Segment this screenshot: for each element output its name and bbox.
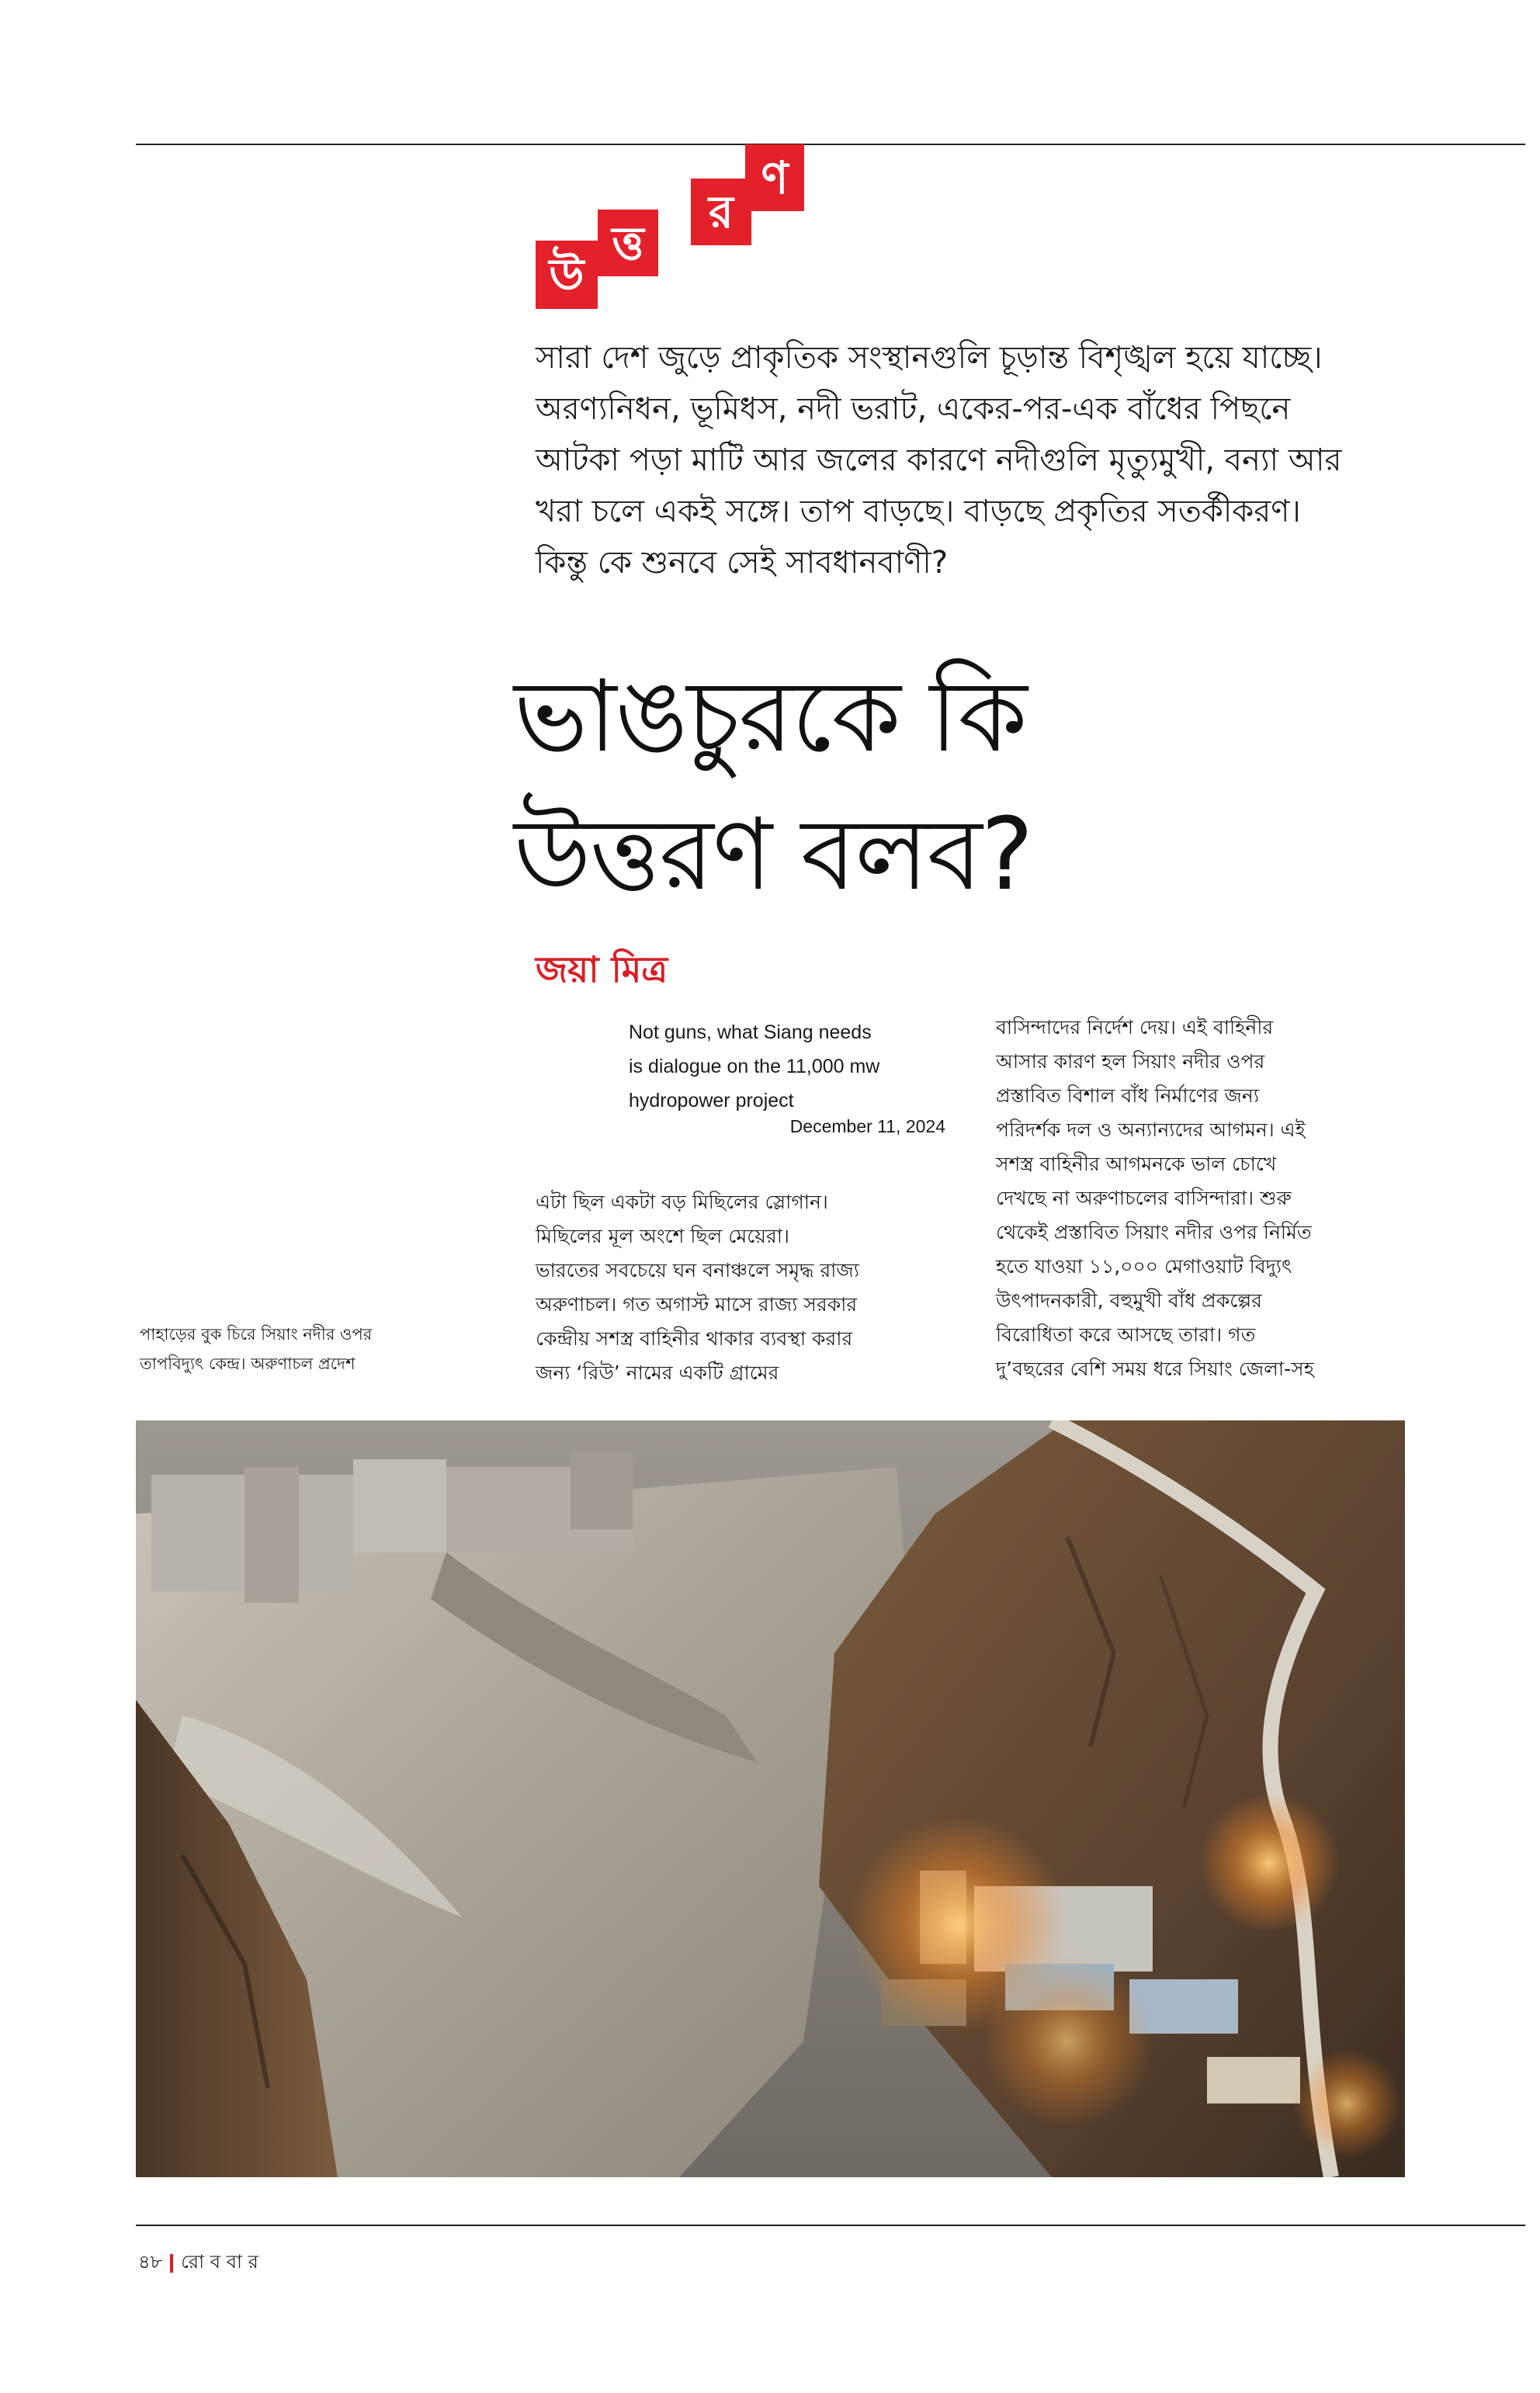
headline-line-1: ভাঙচুরকে কি xyxy=(514,659,1026,775)
standfirst-line: আটকা পড়া মাটি আর জলের কারণে নদীগুলি মৃত্যুমুখী, বন্যা আর xyxy=(536,442,1342,478)
kicker-letter-4: ণ xyxy=(745,144,804,211)
body-column-left xyxy=(536,1185,955,1390)
body-line: থেকেই প্রস্তাবিত সিয়াং নদীর ওপর নির্মিত xyxy=(996,1221,1312,1243)
kicker-letter-1: উ xyxy=(536,241,598,309)
body-line: জন্য ‘রিউ’ নামের একটি গ্রামের xyxy=(536,1361,779,1384)
caption-line: তাপবিদ্যুৎ কেন্দ্র। অরুণাচল প্রদেশ xyxy=(140,1354,356,1373)
body-line: দু’বছরের বেশি সময় ধরে সিয়াং জেলা-সহ xyxy=(996,1358,1314,1380)
body-line: এটা ছিল একটা বড় মিছিলের স্লোগান। xyxy=(536,1191,828,1213)
standfirst-line: খরা চলে একই সঙ্গে। তাপ বাড়ছে। বাড়ছে প্রকৃতির সতর্কীকরণ। xyxy=(536,494,1301,529)
byline: জয়া মিত্র xyxy=(536,949,668,990)
quote-line: hydropower project xyxy=(629,1090,794,1112)
standfirst-line: কিন্তু কে শুনবে সেই সাবধানবাণী? xyxy=(536,545,949,581)
body-line: আসার কারণ হল সিয়াং নদীর ওপর xyxy=(996,1050,1265,1073)
body-line: হতে যাওয়া ১১,০০০ মেগাওয়াট বিদ্যুৎ xyxy=(996,1255,1292,1278)
standfirst-line: সারা দেশ জুড়ে প্রাকৃতিক সংস্থানগুলি চূড়ান্ত বিশৃঙ্খল হয়ে যাচ্ছে। xyxy=(536,340,1323,376)
top-rule xyxy=(136,144,1525,145)
body-line: বিরোধিতা করে আসছে তারা। গত xyxy=(996,1323,1256,1346)
quote-line: Not guns, what Siang needs xyxy=(629,1021,872,1043)
body-line: মিছিলের মূল অংশে ছিল মেয়েরা। xyxy=(536,1225,789,1247)
body-line: প্রস্তাবিত বিশাল বাঁধ নির্মাণের জন্য xyxy=(996,1084,1260,1107)
bottom-rule xyxy=(136,2225,1525,2226)
folio-separator xyxy=(170,2254,173,2273)
standfirst-line: অরণ্যনিধন, ভূমিধস, নদী ভরাট, একের-পর-এক বাঁধের পিছনে xyxy=(536,391,1291,427)
standfirst xyxy=(536,332,1370,588)
page-number: ৪৮ xyxy=(138,2251,163,2273)
kicker-letter-3: র xyxy=(691,179,751,245)
body-line: পরিদর্শক দল ও অন্যান্যদের আগমন। এই xyxy=(996,1118,1306,1141)
hydropower-site-photo xyxy=(136,1420,1405,2177)
quote-date: December 11, 2024 xyxy=(789,1116,945,1136)
pull-quote xyxy=(629,1015,945,1118)
photo-caption xyxy=(140,1320,466,1379)
headline xyxy=(514,648,1212,924)
caption-line: পাহাড়ের বুক চিরে সিয়াং নদীর ওপর xyxy=(140,1325,373,1344)
body-line: ভারতের সবচেয়ে ঘন বনাঞ্চলে সমৃদ্ধ রাজ্য xyxy=(536,1259,859,1281)
quote-line: is dialogue on the 11,000 mw xyxy=(629,1056,880,1077)
headline-line-2: উত্তরণ বলব? xyxy=(514,797,1032,913)
kicker-letter-2: ত্ত xyxy=(598,210,658,276)
body-line: কেন্দ্রীয় সশস্ত্র বাহিনীর থাকার ব্যবস্থা করার xyxy=(536,1327,853,1350)
body-line: বাসিন্দাদের নির্দেশ দেয়। এই বাহিনীর xyxy=(996,1016,1274,1039)
body-line: দেখছে না অরুণাচলের বাসিন্দারা। শুরু xyxy=(996,1187,1292,1209)
folio xyxy=(138,2248,258,2279)
body-line: সশস্ত্র বাহিনীর আগমনকে ভাল চোখে xyxy=(996,1153,1277,1175)
magazine-name: রো ব বা র xyxy=(181,2251,258,2273)
body-line: অরুণাচল। গত অগাস্ট মাসে রাজ্য সরকার xyxy=(536,1293,858,1316)
body-column-right xyxy=(996,1011,1415,1386)
body-line: উৎপাদনকারী, বহুমুখী বাঁধ প্রকল্পের xyxy=(996,1289,1262,1312)
